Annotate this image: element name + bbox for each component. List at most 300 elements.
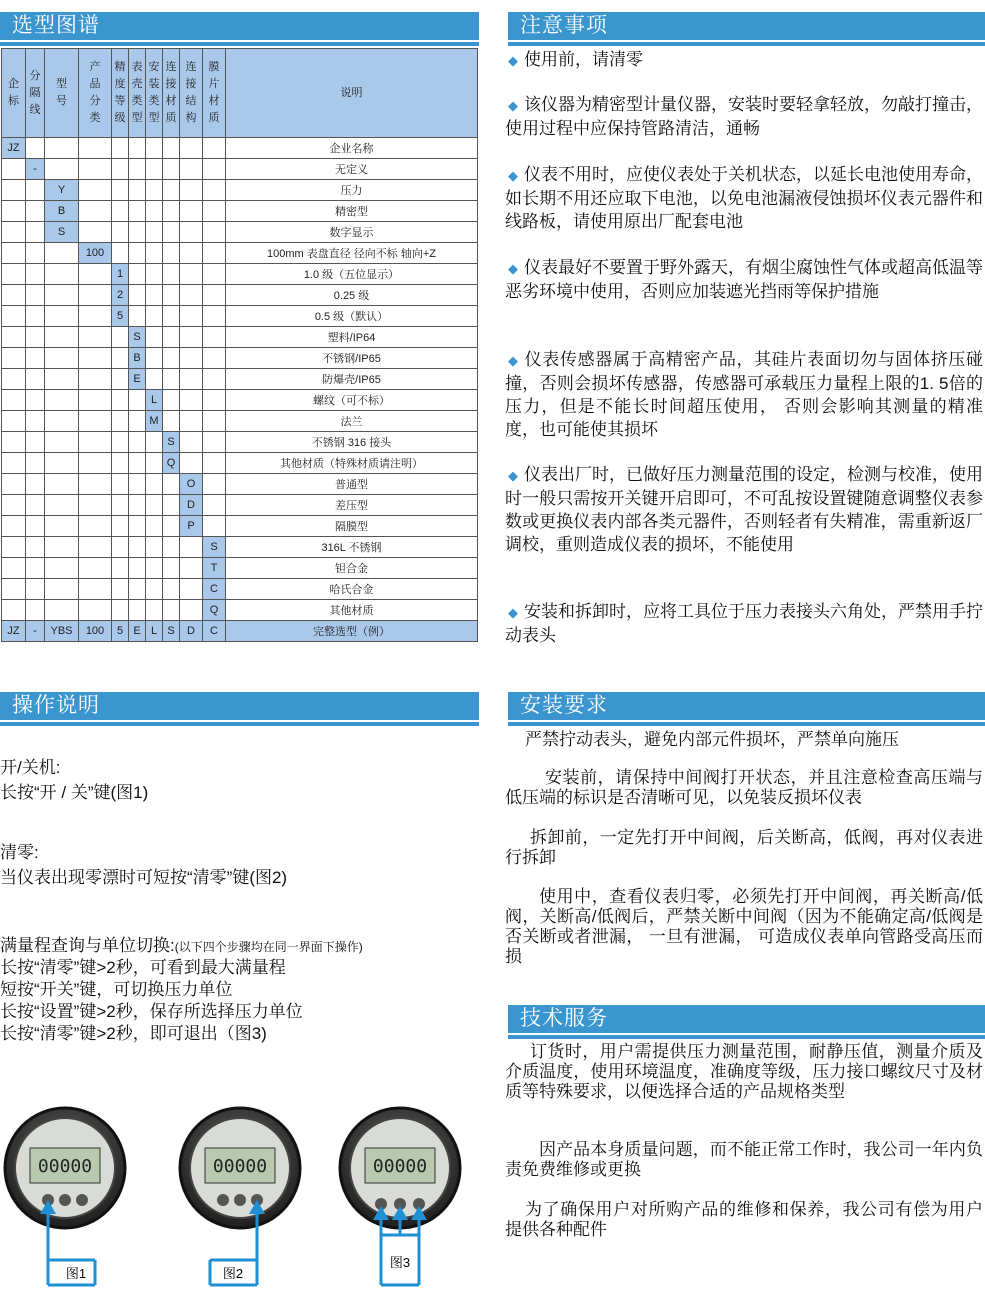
table-header-cell: 型 号 (45, 49, 79, 138)
section-header-selection (0, 12, 479, 40)
table-cell (146, 558, 163, 579)
table-cell: L (146, 390, 163, 411)
table-row (2, 243, 478, 264)
table-row (2, 495, 478, 516)
table-cell (79, 327, 112, 348)
table-desc-cell: 塑料/IP64 (226, 327, 478, 348)
table-cell (26, 600, 45, 621)
install-paragraph: 严禁拧动表头，避免内部元件损坏，严禁单向施压 (525, 730, 899, 749)
table-cell: B (129, 348, 146, 369)
table-cell (2, 453, 26, 474)
table-desc-cell: 100mm 表盘直径 径向不标 轴向+Z (226, 243, 478, 264)
table-cell (79, 495, 112, 516)
table-cell (112, 327, 129, 348)
table-cell (146, 516, 163, 537)
table-cell: S (163, 621, 180, 642)
table-cell (146, 201, 163, 222)
power-text: 长按“开 / 关”键(图1) (0, 783, 149, 802)
note-item: ◆ 仪表传感器属于高精密产品，其硅片表面切勿与固体挤压碰撞，否则会损坏传感器，传感器可承载压力量程上限的1. 5倍的压力，但是不能长时间超压使用， 否则会影响其测量的精准度，也可能使其损坏 (505, 350, 984, 439)
table-cell (180, 306, 203, 327)
table-cell (2, 600, 26, 621)
table-cell (129, 264, 146, 285)
table-cell (45, 453, 79, 474)
table-cell (79, 558, 112, 579)
table-desc-cell: 不锈钢/IP65 (226, 348, 478, 369)
table-cell (45, 600, 79, 621)
table-cell (45, 516, 79, 537)
note-item: ◆ 仪表最好不要置于野外露天，有烟尘腐蚀性气体或超高低温等恶劣环境中使用，否则应加装遮光挡雨等保护措施 (505, 258, 983, 301)
table-desc-cell: 防爆壳/IP65 (226, 369, 478, 390)
table-cell (45, 159, 79, 180)
table-cell (163, 327, 180, 348)
table-cell (26, 474, 45, 495)
diamond-icon: ◆ (508, 353, 519, 368)
table-cell (26, 453, 45, 474)
table-cell: 5 (112, 621, 129, 642)
table-cell (146, 285, 163, 306)
table-cell (203, 369, 226, 390)
table-cell (26, 390, 45, 411)
table-cell (163, 474, 180, 495)
table-cell (112, 516, 129, 537)
table-cell (26, 579, 45, 600)
section-title: 技术服务 (520, 1007, 608, 1030)
table-cell (2, 579, 26, 600)
table-desc-cell: 其他材质 (226, 600, 478, 621)
table-cell (2, 222, 26, 243)
table-row (2, 411, 478, 432)
table-cell (163, 306, 180, 327)
table-cell: E (129, 621, 146, 642)
table-cell (129, 201, 146, 222)
range-title: 满量程查询与单位切换:(以下四个步骤均在同一界面下操作) (0, 936, 363, 955)
table-row (2, 369, 478, 390)
table-cell (26, 516, 45, 537)
service-paragraph: 因产品本身质量问题，而不能正常工作时，我公司一年内负责免费维修或更换 (505, 1140, 983, 1179)
note-item: ◆ 该仪器为精密型计量仪器，安装时要轻拿轻放，勿敲打撞击，使用过程中应保持管路清洁，通畅 (505, 95, 983, 138)
table-cell (180, 369, 203, 390)
table-cell (2, 327, 26, 348)
table-header-cell: 连 接 材 质 (163, 49, 180, 138)
table-cell (180, 600, 203, 621)
range-step: 短按“开关”键，可切换压力单位 (0, 980, 233, 999)
table-cell (79, 264, 112, 285)
table-cell (79, 348, 112, 369)
table-cell (129, 243, 146, 264)
lcd-display: 00000 (212, 1156, 268, 1177)
table-cell (112, 201, 129, 222)
section-title: 注意事项 (520, 14, 608, 37)
fig-label-2: 图2 (222, 1266, 244, 1281)
table-cell: M (146, 411, 163, 432)
table-cell (129, 411, 146, 432)
table-cell (45, 348, 79, 369)
table-cell (2, 306, 26, 327)
table-cell (45, 558, 79, 579)
note-item: ◆ 使用前，请清零 (508, 50, 643, 69)
table-cell (45, 579, 79, 600)
table-cell (129, 222, 146, 243)
table-desc-cell: 完整选型（例） (226, 621, 478, 642)
table-cell (79, 474, 112, 495)
table-header-cell: 产 品 分 类 (79, 49, 112, 138)
table-cell (79, 369, 112, 390)
table-header-cell: 安 装 类 型 (146, 49, 163, 138)
table-cell: E (129, 369, 146, 390)
zero-title: 清零: (0, 843, 39, 862)
table-cell (203, 390, 226, 411)
table-cell (163, 516, 180, 537)
table-cell (2, 411, 26, 432)
table-example-row (2, 621, 478, 642)
table-cell (180, 411, 203, 432)
section-header-operation (0, 692, 479, 720)
table-cell (112, 600, 129, 621)
table-cell (180, 327, 203, 348)
range-step: 长按“设置”键>2秒，保存所选择压力单位 (0, 1002, 303, 1021)
table-cell (163, 369, 180, 390)
table-cell (203, 495, 226, 516)
table-cell (146, 180, 163, 201)
table-cell (129, 285, 146, 306)
table-cell (146, 495, 163, 516)
table-cell (79, 600, 112, 621)
table-cell (112, 537, 129, 558)
table-cell (79, 516, 112, 537)
table-header-cell: 膜 片 材 质 (203, 49, 226, 138)
table-cell (26, 558, 45, 579)
table-cell (2, 558, 26, 579)
table-cell (26, 222, 45, 243)
table-cell (79, 306, 112, 327)
table-cell: S (45, 222, 79, 243)
table-cell (2, 243, 26, 264)
table-row (2, 600, 478, 621)
table-cell (2, 159, 26, 180)
table-cell (26, 285, 45, 306)
table-cell (129, 138, 146, 159)
table-cell (26, 201, 45, 222)
table-desc-cell: 钽合金 (226, 558, 478, 579)
table-cell (129, 474, 146, 495)
table-cell: B (45, 201, 79, 222)
table-cell (163, 579, 180, 600)
table-cell (180, 159, 203, 180)
table-cell (203, 222, 226, 243)
table-cell (26, 495, 45, 516)
table-cell (129, 180, 146, 201)
table-cell (112, 474, 129, 495)
table-desc-cell: 0.25 级 (226, 285, 478, 306)
table-cell (146, 432, 163, 453)
table-cell: 1 (112, 264, 129, 285)
table-cell (112, 348, 129, 369)
table-cell: Y (45, 180, 79, 201)
fig-label-1: 图1 (65, 1266, 87, 1281)
table-cell (180, 243, 203, 264)
table-cell (146, 600, 163, 621)
table-desc-cell: 无定义 (226, 159, 478, 180)
section-title: 操作说明 (12, 694, 100, 717)
table-row (2, 474, 478, 495)
table-cell (79, 453, 112, 474)
table-cell (79, 201, 112, 222)
table-cell (2, 495, 26, 516)
lcd-display: 00000 (37, 1156, 93, 1177)
table-cell: YBS (45, 621, 79, 642)
table-cell (112, 432, 129, 453)
diamond-icon: ◆ (508, 53, 518, 68)
table-cell (203, 180, 226, 201)
table-cell (203, 264, 226, 285)
table-cell (45, 306, 79, 327)
gauge-figure-2 (175, 1100, 325, 1290)
table-row (2, 537, 478, 558)
table-cell (2, 285, 26, 306)
table-cell (45, 264, 79, 285)
table-cell: T (203, 558, 226, 579)
table-cell (146, 243, 163, 264)
table-cell (79, 138, 112, 159)
table-cell (180, 390, 203, 411)
table-cell (45, 432, 79, 453)
table-cell (163, 285, 180, 306)
note-item: ◆ 仪表出厂时，已做好压力测量范围的设定，检测与校准，使用时一般只需按开关键开启即可，不可乱按设置键随意调整仪表参数或更换仪表内部各类元器件，否则轻者有失精准，需重新返厂调校，重则造成仪表的损坏，不能使用 (505, 465, 983, 554)
table-cell (180, 558, 203, 579)
table-cell (146, 327, 163, 348)
table-cell (163, 558, 180, 579)
table-cell (79, 411, 112, 432)
table-cell (146, 159, 163, 180)
table-cell (203, 474, 226, 495)
table-cell (79, 579, 112, 600)
table-cell (203, 159, 226, 180)
table-cell (2, 432, 26, 453)
lcd-display: 00000 (372, 1156, 428, 1177)
table-cell (129, 558, 146, 579)
table-cell (203, 516, 226, 537)
table-cell (163, 390, 180, 411)
table-cell (203, 201, 226, 222)
table-cell: P (180, 516, 203, 537)
table-cell: 2 (112, 285, 129, 306)
table-cell: 100 (79, 621, 112, 642)
table-cell (129, 306, 146, 327)
table-cell (26, 369, 45, 390)
table-cell (163, 138, 180, 159)
table-cell (203, 243, 226, 264)
diamond-icon: ◆ (508, 168, 518, 183)
note-item: ◆ 仪表不用时，应使仪表处于关机状态，以延长电池使用寿命，如长期不用还应取下电池，以免电池漏液侵蚀损坏仪表元器件和线路板，请使用原出厂配套电池 (505, 165, 983, 231)
table-cell: S (129, 327, 146, 348)
table-cell (2, 369, 26, 390)
table-cell (112, 243, 129, 264)
table-cell (45, 138, 79, 159)
table-cell (45, 474, 79, 495)
table-desc-cell: 316L 不锈钢 (226, 537, 478, 558)
note-item: ◆ 安装和拆卸时，应将工具位于压力表接头六角处，严禁用手拧动表头 (505, 602, 983, 645)
table-cell (203, 138, 226, 159)
table-row (2, 180, 478, 201)
table-row (2, 432, 478, 453)
table-cell (2, 348, 26, 369)
diamond-icon: ◆ (508, 261, 518, 276)
table-cell: - (26, 621, 45, 642)
table-cell (163, 180, 180, 201)
range-step: 长按“清零”键>2秒，可看到最大满量程 (0, 958, 286, 977)
table-cell: Q (203, 600, 226, 621)
table-cell (2, 201, 26, 222)
table-desc-cell: 隔膜型 (226, 516, 478, 537)
table-desc-cell: 压力 (226, 180, 478, 201)
table-desc-cell: 1.0 级（五位显示） (226, 264, 478, 285)
table-cell (163, 264, 180, 285)
table-cell (180, 222, 203, 243)
section-title: 安装要求 (520, 694, 608, 717)
table-header-cell: 说明 (226, 49, 478, 138)
table-cell (180, 201, 203, 222)
table-row (2, 558, 478, 579)
table-row (2, 285, 478, 306)
table-cell (146, 537, 163, 558)
table-cell (203, 348, 226, 369)
table-cell (163, 537, 180, 558)
table-cell (26, 348, 45, 369)
table-desc-cell: 其他材质（特殊材质请注明） (226, 453, 478, 474)
table-row (2, 159, 478, 180)
table-cell (112, 369, 129, 390)
table-cell (163, 495, 180, 516)
table-cell (2, 390, 26, 411)
table-cell (112, 138, 129, 159)
table-cell (26, 306, 45, 327)
table-cell (45, 243, 79, 264)
table-cell (45, 537, 79, 558)
table-cell (180, 579, 203, 600)
table-cell: 5 (112, 306, 129, 327)
table-cell (2, 537, 26, 558)
table-cell: - (26, 159, 45, 180)
table-desc-cell: 法兰 (226, 411, 478, 432)
table-cell (26, 537, 45, 558)
table-cell: L (146, 621, 163, 642)
table-header-cell: 表 壳 类 型 (129, 49, 146, 138)
table-cell: D (180, 495, 203, 516)
table-row (2, 138, 478, 159)
table-cell (2, 474, 26, 495)
table-desc-cell: 螺纹（可不标） (226, 390, 478, 411)
table-cell (129, 516, 146, 537)
table-row (2, 327, 478, 348)
table-cell (163, 159, 180, 180)
table-cell (112, 159, 129, 180)
table-cell (112, 579, 129, 600)
table-cell: JZ (2, 138, 26, 159)
table-header-cell: 分 隔 线 (26, 49, 45, 138)
table-cell (79, 285, 112, 306)
table-cell: S (203, 537, 226, 558)
table-cell (45, 285, 79, 306)
table-cell (112, 453, 129, 474)
power-title: 开/关机: (0, 758, 61, 777)
table-row (2, 579, 478, 600)
diamond-icon: ◆ (508, 468, 518, 483)
table-desc-cell: 数字显示 (226, 222, 478, 243)
table-desc-cell: 0.5 级（默认） (226, 306, 478, 327)
table-cell (79, 159, 112, 180)
table-row (2, 348, 478, 369)
table-cell (146, 453, 163, 474)
table-cell (203, 453, 226, 474)
table-header-cell: 连 接 结 构 (180, 49, 203, 138)
table-cell (112, 495, 129, 516)
table-cell (129, 453, 146, 474)
table-cell (180, 432, 203, 453)
table-cell (180, 453, 203, 474)
table-row (2, 453, 478, 474)
table-cell (163, 201, 180, 222)
table-cell (26, 411, 45, 432)
table-cell (129, 390, 146, 411)
diamond-icon: ◆ (508, 98, 518, 113)
table-row (2, 201, 478, 222)
zero-text: 当仪表出现零漂时可短按“清零”键(图2) (0, 868, 288, 887)
table-cell (203, 327, 226, 348)
table-cell (26, 138, 45, 159)
table-cell (163, 411, 180, 432)
table-cell (45, 495, 79, 516)
table-cell (79, 180, 112, 201)
table-cell (180, 138, 203, 159)
section-header-notes (508, 12, 985, 40)
table-cell (203, 285, 226, 306)
selection-table (1, 48, 478, 642)
table-cell: O (180, 474, 203, 495)
table-cell (79, 537, 112, 558)
table-header-cell: 精 度 等 级 (112, 49, 129, 138)
table-cell (112, 180, 129, 201)
table-cell (146, 138, 163, 159)
table-cell (180, 180, 203, 201)
table-cell (203, 411, 226, 432)
service-paragraph: 订货时，用户需提供压力测量范围，耐静压值，测量介质及介质温度，使用环境温度，准确度等级，压力接口螺纹尺寸及材质等特殊要求，以便选择合适的产品规格类型 (505, 1042, 983, 1101)
table-cell (129, 600, 146, 621)
section-header-install (508, 692, 985, 720)
table-cell (180, 348, 203, 369)
table-cell (146, 306, 163, 327)
table-cell (163, 600, 180, 621)
table-cell (26, 243, 45, 264)
table-header-cell: 企 标 (2, 49, 26, 138)
table-cell: D (180, 621, 203, 642)
service-paragraph: 为了确保用户对所购产品的维修和保养，我公司有偿为用户提供各种配件 (505, 1200, 983, 1239)
table-cell: S (163, 432, 180, 453)
table-cell (79, 432, 112, 453)
table-cell (45, 411, 79, 432)
table-cell (146, 474, 163, 495)
table-cell (26, 264, 45, 285)
gauge-figure-3 (335, 1100, 485, 1290)
table-cell (146, 369, 163, 390)
table-row (2, 222, 478, 243)
table-cell (180, 264, 203, 285)
table-cell (146, 222, 163, 243)
table-cell (112, 390, 129, 411)
table-cell (163, 348, 180, 369)
table-cell: Q (163, 453, 180, 474)
table-cell (112, 558, 129, 579)
range-step: 长按“清零”键>2秒，即可退出（图3) (0, 1024, 267, 1043)
